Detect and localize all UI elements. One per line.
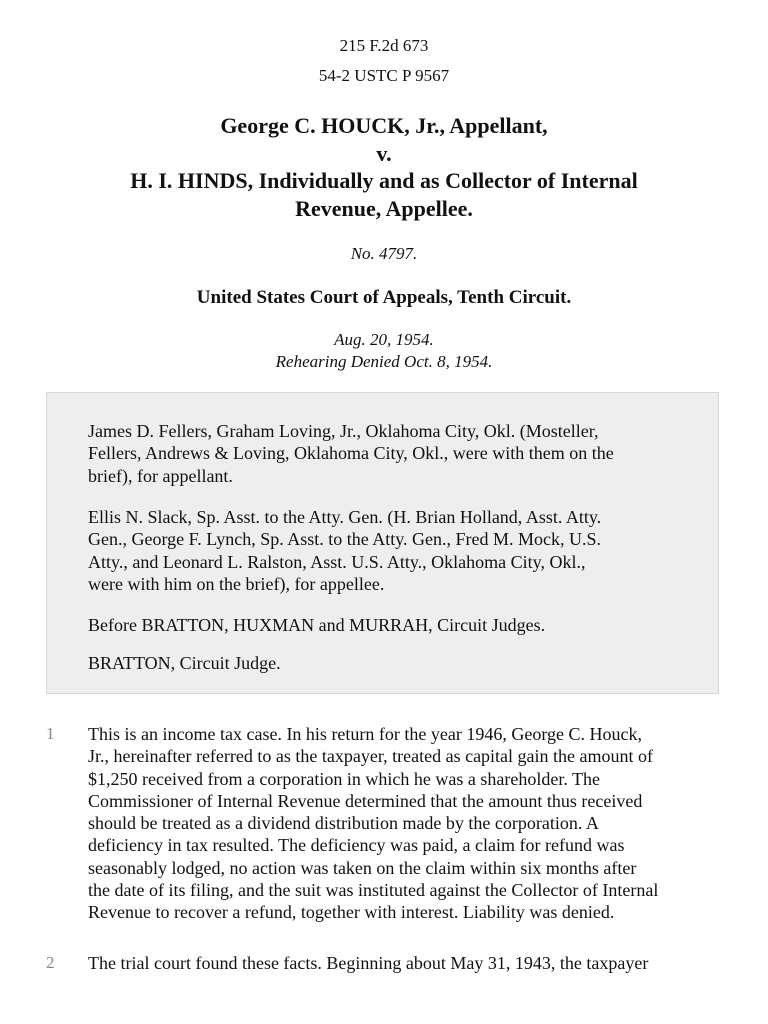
citation-reporter: 215 F.2d 673 (339, 36, 429, 55)
paragraph-text: The trial court found these facts. Beginning about May 31, 1943, the taxpayer (88, 953, 649, 973)
court-name: United States Court of Appeals, Tenth Circuit. (196, 287, 572, 308)
decision-dates: Aug. 20, 1954. Rehearing Denied Oct. 8, 1954. (275, 330, 493, 371)
paragraph-number: 2 (46, 953, 55, 972)
counsel-for-appellee: Ellis N. Slack, Sp. Asst. to the Atty. Gen. (H. Brian Holland, Asst. Atty. Gen., George F. Lynch, Sp. Asst. to the Atty. Gen., Fred M. Mock, U.S. Atty., and Leonard L. Ralston, Asst. U.S. Atty., Oklahoma City, Okl., were with him on the brief), for appellee. (88, 507, 602, 594)
case-title: George C. HOUCK, Jr., Appellant, v. H. I. HINDS, Individually and as Collector of Internal Revenue, Appellee. (130, 113, 638, 221)
citation-tax-cases: 54-2 USTC P 9567 (318, 66, 450, 85)
panel-judges: Before BRATTON, HUXMAN and MURRAH, Circuit Judges. (88, 615, 546, 635)
opinion-author: BRATTON, Circuit Judge. (88, 653, 281, 673)
counsel-for-appellant: James D. Fellers, Graham Loving, Jr., Oklahoma City, Okl. (Mosteller, Fellers, Andrews & Loving, Oklahoma City, Okl., were with them on the brief), for appellant. (88, 421, 614, 486)
docket-number: No. 4797. (350, 244, 418, 263)
paragraph-number: 1 (46, 724, 55, 743)
paragraph-text: This is an income tax case. In his return for the year 1946, George C. Houck, Jr., hereinafter referred to as the taxpayer, treated as capital gain the amount of $1,250 received from a corporation in which he was a shareholder. The Commissioner of Internal Revenue determined that the amount thus received should be treated as a dividend distribution made by the corporation. A deficiency in tax resulted. The deficiency was paid, a claim for refund was seasonably lodged, no action was taken on the claim within six months after the date of its filing, and the suit was instituted against the Collector of Internal Revenue to recover a refund, together with interest. Liability was denied. (88, 724, 659, 923)
